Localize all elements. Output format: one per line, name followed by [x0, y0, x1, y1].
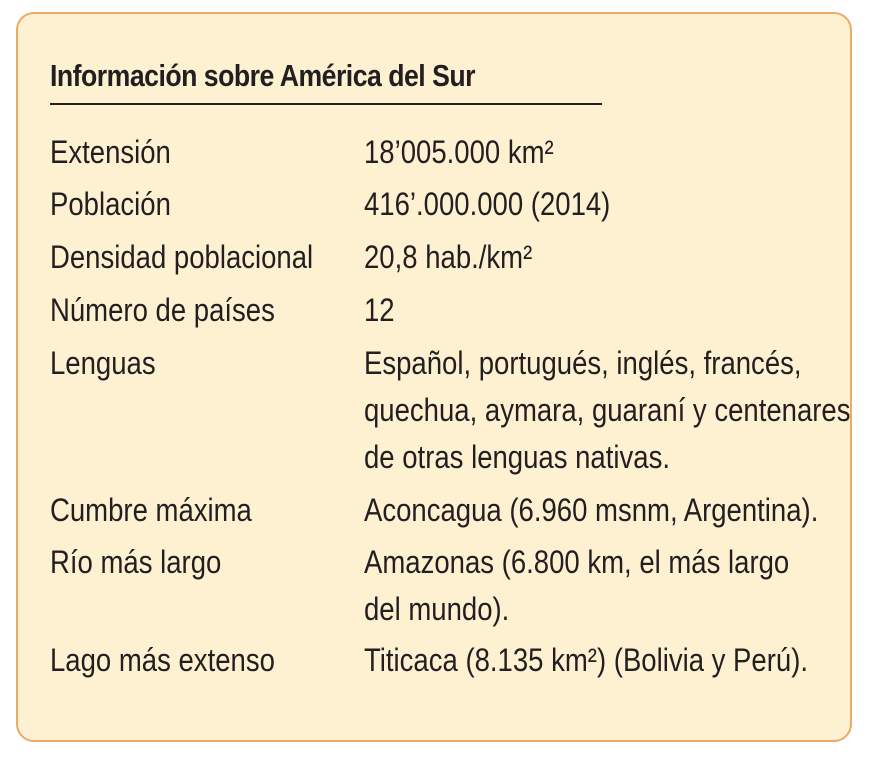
info-box	[16, 12, 852, 742]
row-label: Número de países	[50, 292, 275, 328]
row-value-line: Titicaca (8.135 km²) (Bolivia y Perú).	[364, 642, 809, 678]
row-value	[364, 637, 808, 684]
row-value	[364, 539, 789, 633]
info-box-title: Información sobre América del Sur	[50, 58, 475, 93]
row-value	[364, 129, 554, 176]
row-label: Densidad poblacional	[50, 239, 314, 275]
row-value-line: Español, portugués, inglés, francés,	[364, 345, 802, 381]
row-label: Lenguas	[50, 345, 156, 381]
row-value	[364, 287, 395, 334]
row-value	[364, 234, 532, 281]
row-value-line: de otras lenguas nativas.	[364, 439, 670, 475]
row-value	[364, 181, 610, 228]
row-value	[364, 340, 850, 481]
row-value-line: quechua, aymara, guaraní y centenares	[364, 392, 851, 428]
row-value-line: del mundo).	[364, 591, 510, 627]
row-value-line: 416’.000.000 (2014)	[364, 186, 611, 222]
title-underline	[50, 103, 602, 105]
row-value-line: 12	[364, 292, 395, 328]
row-value-line: 20,8 hab./km²	[364, 239, 533, 275]
row-label: Cumbre máxima	[50, 492, 252, 528]
row-label: Río más largo	[50, 544, 222, 580]
row-value-line: Amazonas (6.800 km, el más largo	[364, 544, 790, 580]
row-label: Lago más extenso	[50, 642, 275, 678]
row-value	[364, 487, 818, 534]
row-value-line: 18’005.000 km²	[364, 134, 554, 170]
row-label: Población	[50, 186, 171, 222]
row-value-line: Aconcagua (6.960 msnm, Argentina).	[364, 492, 819, 528]
row-label: Extensión	[50, 134, 171, 170]
